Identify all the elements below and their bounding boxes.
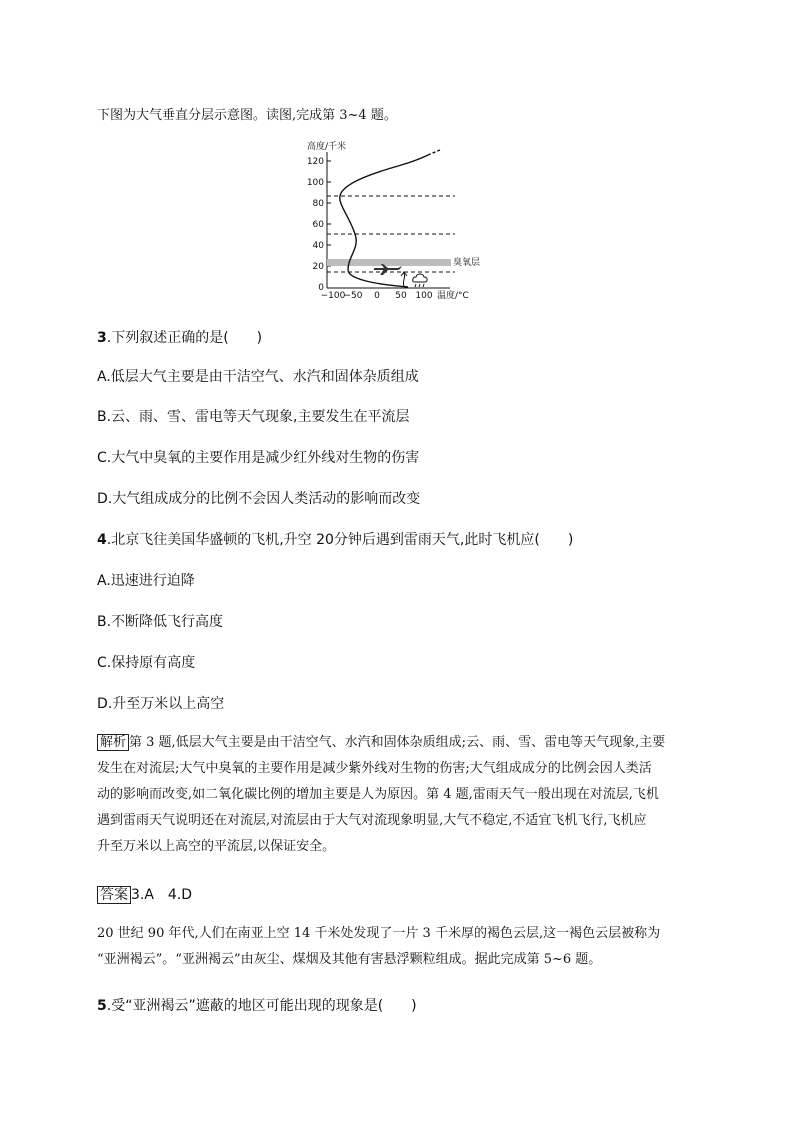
answer-block	[97, 884, 192, 904]
y-tick-label: 80	[312, 199, 324, 209]
x-tick-label: 100	[415, 291, 433, 300]
y-tick-label: 120	[306, 157, 324, 167]
question-4-option-a: A.迅速进行迫降	[97, 573, 195, 589]
question-number: 3	[97, 330, 107, 346]
y-tick-label: 100	[306, 178, 324, 188]
analysis-line: 遇到雷雨天气说明还在对流层,对流层由于大气对流现象明显,大气不稳定,不适宜飞机飞行,飞机应	[97, 813, 647, 828]
question-text: .北京飞往美国华盛顿的飞机,升空 20分钟后遇到雷雨天气,此时飞机应( )	[106, 532, 574, 548]
analysis-tag: 解析	[97, 734, 129, 751]
temperature-curve-extension	[428, 150, 440, 155]
question-text: .下列叙述正确的是( )	[106, 330, 263, 346]
analysis-line: 动的影响而改变,如二氧化碳比例的增加主要是人为原因。第 4 题,雷雨天气一般出现在对流层,飞机	[97, 787, 659, 802]
x-tick-label: 0	[374, 291, 380, 300]
y-tick-label: 0	[318, 283, 324, 293]
intro-line: “亚洲褐云”。“亚洲褐云”由灰尘、煤烟及其他有害悬浮颗粒组成。据此完成第 5~6 题。	[97, 952, 602, 967]
atmosphere-layer-diagram	[300, 138, 500, 300]
y-tick-label: 20	[312, 262, 324, 272]
y-tick-label: 60	[312, 220, 324, 230]
y-axis-label: 高度/千米	[307, 142, 347, 152]
analysis-line: 发生在对流层;大气中臭氧的主要作用是减少紫外线对生物的伤害;大气组成成分的比例会因人类活	[97, 761, 652, 776]
intro-text-1: 下图为大气垂直分层示意图。读图,完成第 3~4 题。	[97, 108, 397, 123]
analysis-line: 升至万米以上高空的平流层,以保证安全。	[97, 839, 336, 854]
question-number: 4	[97, 532, 107, 548]
ozone-layer-band	[327, 259, 451, 266]
rain-cloud-icon	[413, 274, 427, 287]
y-tick-label: 40	[312, 241, 324, 251]
question-3-stem	[97, 327, 262, 347]
analysis-block	[97, 730, 665, 860]
intro-line: 20 世纪 90 年代,人们在南亚上空 14 千米处发现了一片 3 千米厚的褐色云层,这一褐色云层被称为	[97, 926, 661, 941]
y-tick-marks	[327, 161, 331, 266]
x-tick-label: −50	[343, 291, 363, 300]
question-4-option-b: B.不断降低飞行高度	[97, 614, 224, 630]
x-axis-label: 温度/°C	[437, 291, 469, 300]
question-3-option-d: D.大气组成成分的比例不会因人类活动的影响而改变	[97, 491, 421, 507]
question-number: 5	[97, 998, 107, 1014]
question-3-option-b: B.云、雨、雪、雷电等天气现象,主要发生在平流层	[97, 409, 410, 425]
question-4-option-d: D.升至万米以上高空	[97, 696, 225, 712]
question-text: .受“亚洲褐云”遮蔽的地区可能出现的现象是( )	[106, 998, 417, 1014]
question-3-option-a: A.低层大气主要是由干洁空气、水汽和固体杂质组成	[97, 369, 419, 385]
x-tick-label: 50	[395, 291, 407, 300]
question-4-stem	[97, 529, 573, 549]
intro-text-2	[97, 921, 660, 973]
question-3-option-c: C.大气中臭氧的主要作用是减少红外线对生物的伤害	[97, 450, 420, 466]
answer-text: 3.A 4.D	[131, 887, 193, 903]
convection-arrow-icon	[401, 272, 407, 286]
analysis-line: 第 3 题,低层大气主要是由干洁空气、水汽和固体杂质组成;云、雨、雪、雷电等天气现象,主要	[129, 735, 666, 750]
x-tick-label: −100	[320, 291, 346, 300]
question-5-stem	[97, 995, 417, 1015]
question-4-option-c: C.保持原有高度	[97, 655, 196, 671]
ozone-layer-label: 臭氧层	[453, 258, 481, 268]
answer-tag: 答案	[97, 886, 131, 904]
